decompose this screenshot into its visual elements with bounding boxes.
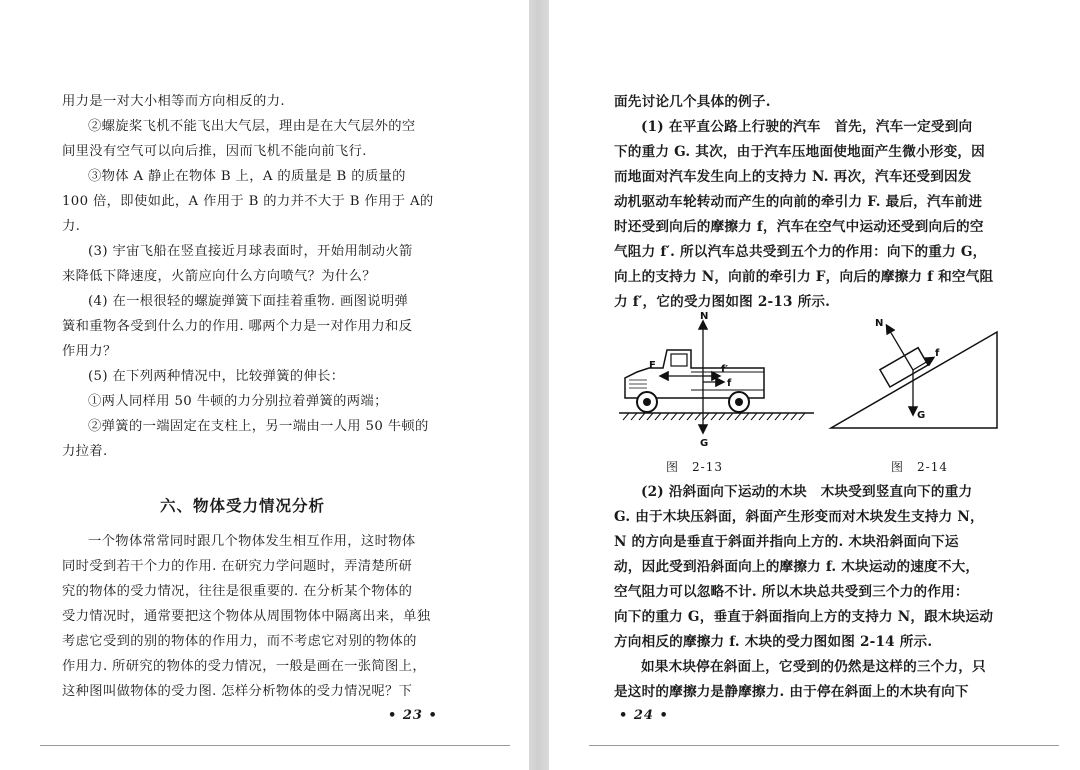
text-line: G. 由于木块压斜面，斜面产生形变而对木块发生支持力 N， <box>614 509 984 525</box>
text-line: ②弹簧的一端固定在支柱上，另一端由一人用 50 牛顿的 <box>88 419 429 434</box>
text-line: 下的重力 G. 其次，由于汽车压地面使地面产生微小形变，因 <box>614 144 985 160</box>
text-line: ③物体 A 静止在物体 B 上，A 的质量是 B 的质量的 <box>88 169 406 184</box>
fig1-label-f: f <box>727 378 732 389</box>
text-line: 如果木块停在斜面上，它受到的仍然是这样的三个力，只 <box>641 659 986 675</box>
text-line: 间里没有空气可以向后推，因而飞机不能向前飞行. <box>62 144 367 159</box>
text-line: 受力情况时，通常要把这个物体从周围物体中隔离出来，单独 <box>62 609 431 624</box>
fig1-label-N: N <box>700 311 709 322</box>
text-line: 面先讨论几个具体的例子. <box>614 94 771 110</box>
text-line: 动机驱动车轮转动而产生的向前的牵引力 F. 最后，汽车前进 <box>614 194 983 210</box>
page-number: • 23 • <box>388 708 438 723</box>
text-line: 是这时的摩擦力是静摩擦力. 由于停在斜面上的木块有向下 <box>614 684 969 700</box>
text-line: 100 倍，即使如此，A 作用于 B 的力并不大于 B 作用于 A的 <box>62 194 434 209</box>
figure-2-13-truck-diagram <box>609 310 824 450</box>
text-line: 向下的重力 G，垂直于斜面指向上方的支持力 N，跟木块运动 <box>614 609 994 625</box>
fig1-label-F: F <box>649 360 656 371</box>
left-page <box>0 0 529 770</box>
text-line: 力. <box>62 219 81 234</box>
fig2-label-N: N <box>875 318 884 329</box>
text-line: 方向相反的摩擦力 f. 木块的受力图如图 2-14 所示. <box>614 634 933 650</box>
text-line: N 的方向是垂直于斜面并指向上方的. 木块沿斜面向下运 <box>614 534 959 550</box>
text-line: ②螺旋桨飞机不能飞出大气层，理由是在大气层外的空 <box>88 119 416 134</box>
text-line: 而地面对汽车发生向上的支持力 N. 再次，汽车还受到因发 <box>614 169 972 185</box>
text-line: 用力是一对大小相等而方向相反的力. <box>62 94 285 109</box>
text-line: 动，因此受到沿斜面向上的摩擦力 f. 木块运动的速度不大， <box>614 559 980 575</box>
text-line: 一个物体常常同时跟几个物体发生相互作用，这时物体 <box>88 534 416 549</box>
text-line: 考虑它受到的别的物体的作用力，而不考虑它对别的物体的 <box>62 634 417 649</box>
fig2-label-G: G <box>917 410 926 421</box>
page-edge-line <box>40 745 510 746</box>
section-title: 六、物体受力情况分析 <box>160 497 326 515</box>
text-line: 同时受到若干个力的作用. 在研究力学问题时，弄清楚所研 <box>62 559 413 574</box>
book-gutter <box>529 0 549 770</box>
text-line: 作用力？ <box>62 344 117 359</box>
text-line: 气阻力 f′. 所以汽车总共受到五个力的作用：向下的重力 G， <box>614 244 987 260</box>
page-number: • 24 • <box>619 708 669 723</box>
text-line: 作用力. 所研究的物体的受力情况，一般是画在一张简图上， <box>62 659 426 674</box>
fig1-label-f2: f′ <box>721 364 728 375</box>
right-page <box>549 0 1080 770</box>
text-line: 来降低下降速度，火箭应向什么方向喷气？为什么？ <box>62 269 376 284</box>
text-line: 力 f′，它的受力图如图 2-13 所示. <box>614 294 831 310</box>
figure-caption: 图 2-14 <box>891 460 948 474</box>
text-line: 空气阻力可以忽略不计. 所以木块总共受到三个力的作用： <box>614 584 969 600</box>
text-line: ①两人同样用 50 牛顿的力分别拉着弹簧的两端； <box>88 394 388 409</box>
text-line: (3) 宇宙飞船在竖直接近月球表面时，开始用制动火箭 <box>88 244 413 259</box>
figure-caption: 图 2-13 <box>666 460 723 474</box>
text-line: 力拉着. <box>62 444 108 459</box>
text-line: 究的物体的受力情况，往往是很重要的. 在分析某个物体的 <box>62 584 413 599</box>
text-line: 向上的支持力 N，向前的牵引力 F，向后的摩擦力 f 和空气阻 <box>614 269 994 285</box>
text-line: (5) 在下列两种情况中，比较弹簧的伸长： <box>88 369 345 384</box>
text-line: (2) 沿斜面向下运动的木块 木块受到竖直向下的重力 <box>641 484 973 500</box>
text-line: 簧和重物各受到什么力的作用. 哪两个力是一对作用力和反 <box>62 319 413 334</box>
text-line: (1) 在平直公路上行驶的汽车 首先，汽车一定受到向 <box>641 119 973 135</box>
text-line: (4) 在一根很轻的螺旋弹簧下面挂着重物. 画图说明弹 <box>88 294 409 309</box>
text-line: 时还受到向后的摩擦力 f，汽车在空气中运动还受到向后的空 <box>614 219 984 235</box>
figure-2-14-incline-diagram <box>819 310 1009 440</box>
fig1-label-G: G <box>700 438 709 449</box>
page-edge-line <box>589 745 1059 746</box>
text-line: 这种图叫做物体的受力图. 怎样分析物体的受力情况呢？下 <box>62 684 413 699</box>
fig2-label-f: f <box>935 348 940 359</box>
